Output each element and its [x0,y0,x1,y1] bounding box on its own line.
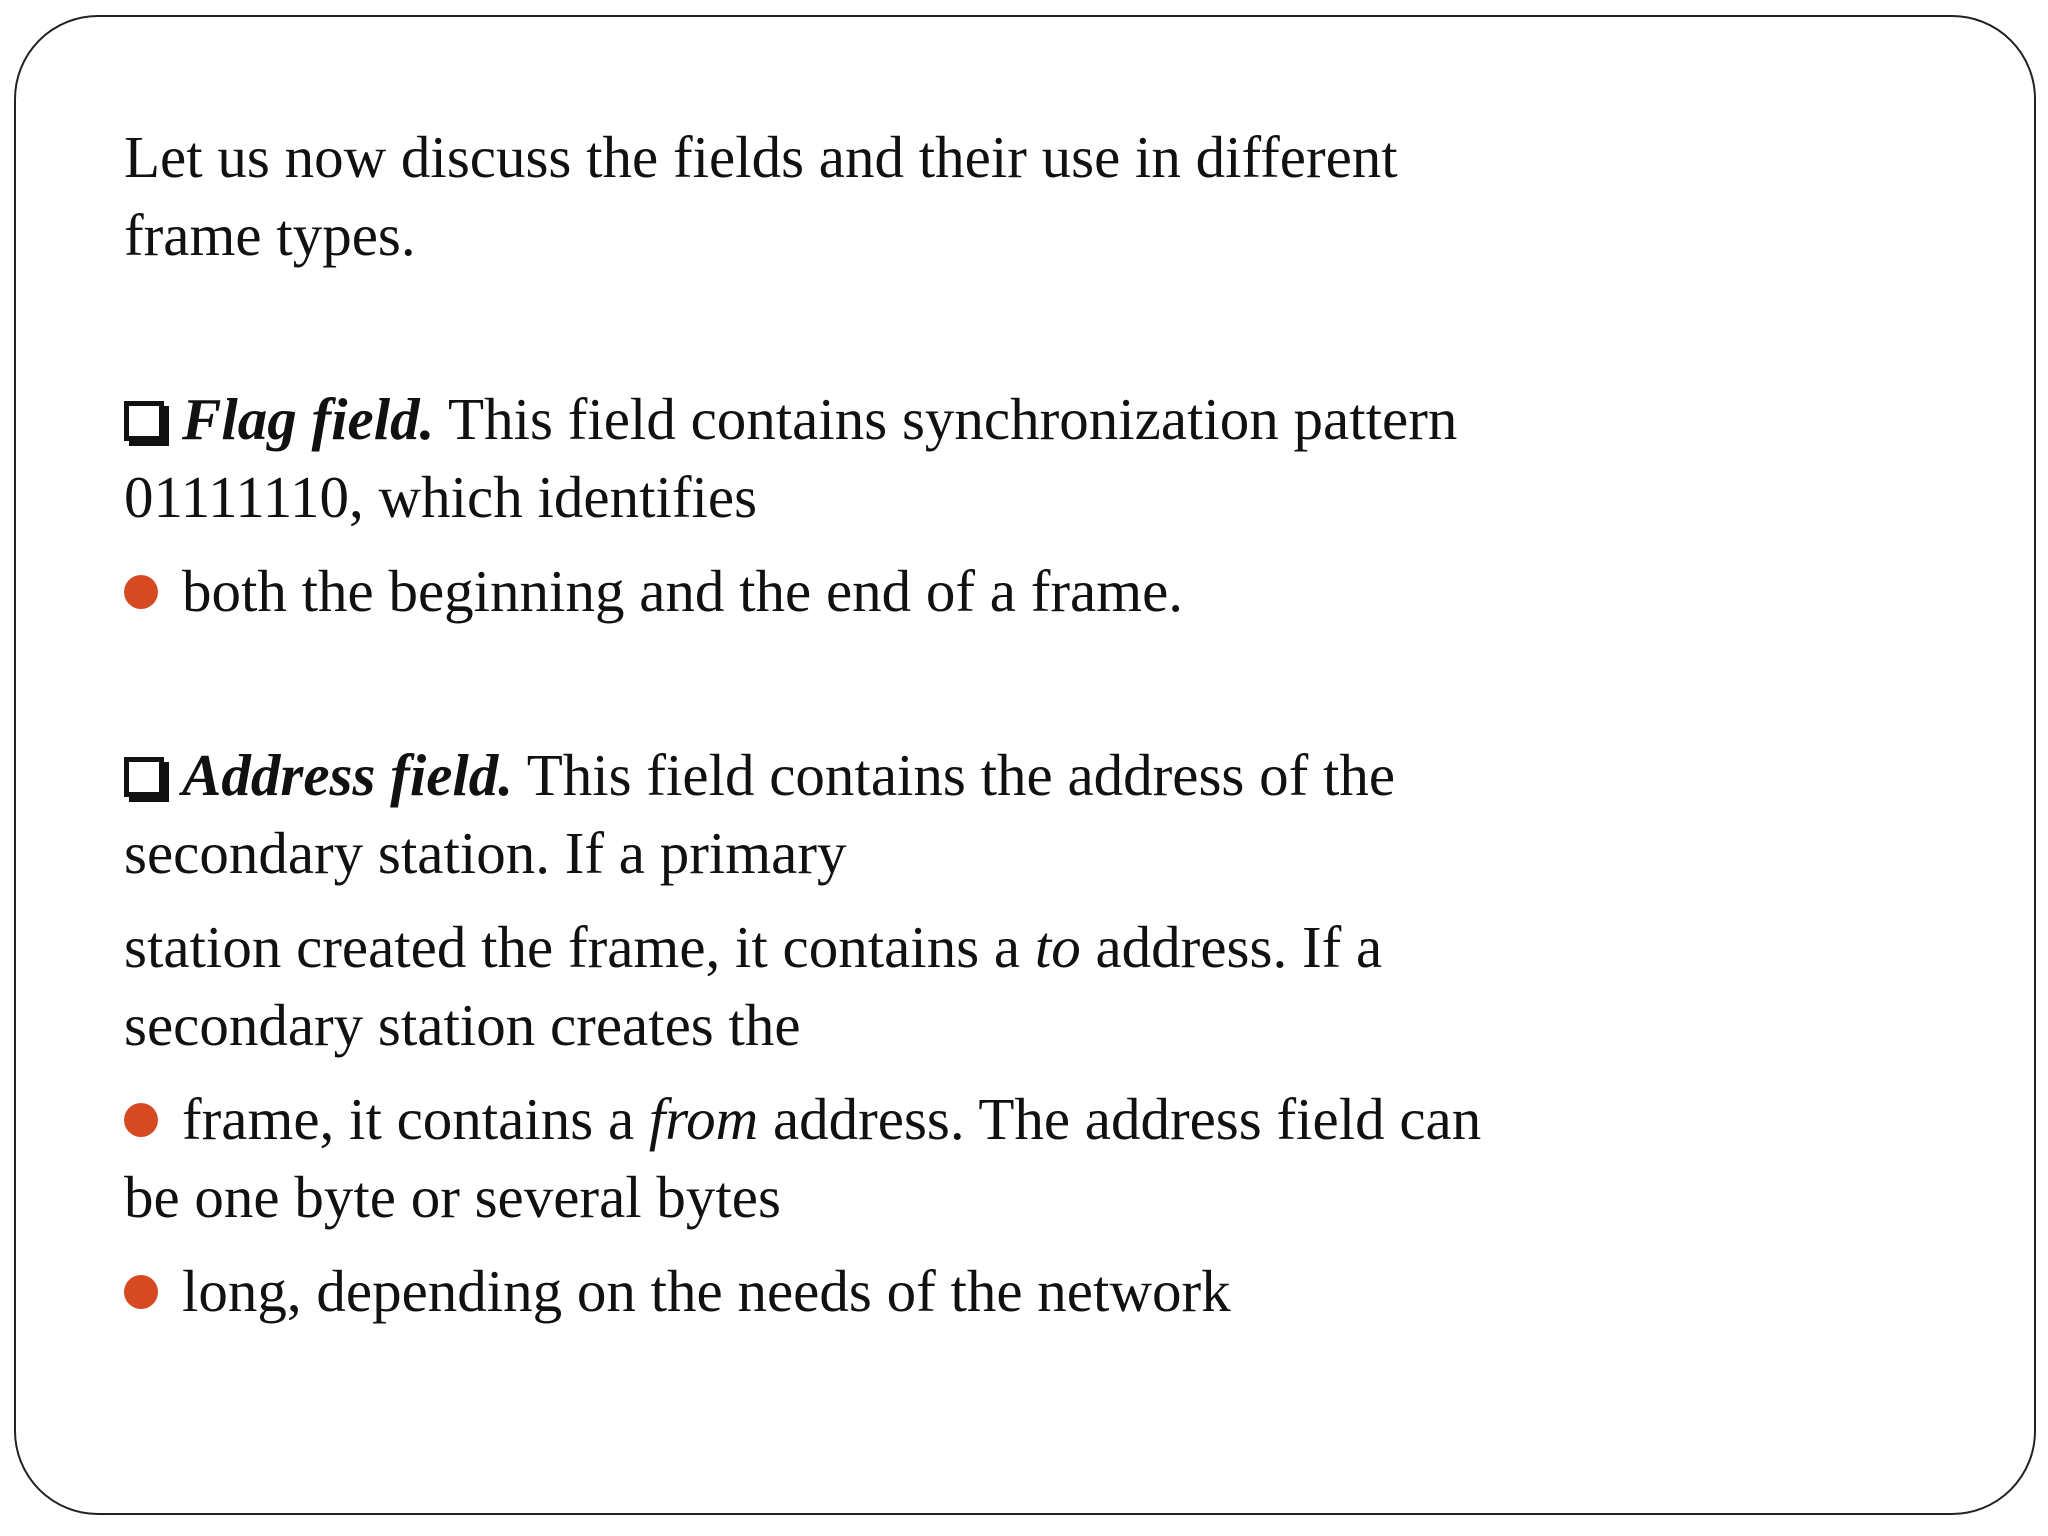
address-bullet-2-text: long, depending on the needs of the network [182,1258,1231,1324]
address-field-section [124,736,1764,1330]
address-field-line-4: secondary station creates the [124,992,801,1058]
address-field-term: Address field. [182,742,514,808]
address-line-3-text-b: address. If a [1080,914,1383,980]
address-field-description: This field contains the address of the [513,742,1396,808]
address-field-line-3 [124,908,1764,986]
intro-line-2: frame types. [124,202,416,268]
address-bullet-1-text-a: frame, it contains a [182,1086,649,1152]
address-bullet-1-text-b: address. The address field can [758,1086,1482,1152]
address-bullet-item-1 [124,1080,1764,1158]
address-field-line-2: secondary station. If a primary [124,820,847,886]
address-line-3-italic: to [1034,914,1081,980]
address-bullet-item-2 [124,1252,1764,1330]
intro-paragraph [124,118,1764,274]
checkbox-icon [124,401,164,441]
address-line-3-text-a: station created the frame, it contains a [124,914,1035,980]
address-field-heading-line [124,736,1764,814]
intro-line-1: Let us now discuss the fields and their use in different [124,124,1398,190]
bullet-icon [124,575,158,609]
flag-bullet-text: both the beginning and the end of a frame. [182,558,1184,624]
spacer [124,630,1764,736]
slide-content [124,118,1764,1330]
flag-field-description: This field contains synchronization pattern [434,386,1458,452]
flag-field-heading-line [124,380,1764,458]
address-bullet-1-italic: from [648,1086,759,1152]
spacer [124,274,1764,380]
address-field-line-6: be one byte or several bytes [124,1164,781,1230]
bullet-icon [124,1103,158,1137]
flag-field-term: Flag field. [182,386,435,452]
checkbox-icon [124,757,164,797]
flag-field-line-2: 01111110, which identifies [124,464,758,530]
flag-field-section [124,380,1764,630]
flag-bullet-item [124,552,1764,630]
bullet-icon [124,1275,158,1309]
